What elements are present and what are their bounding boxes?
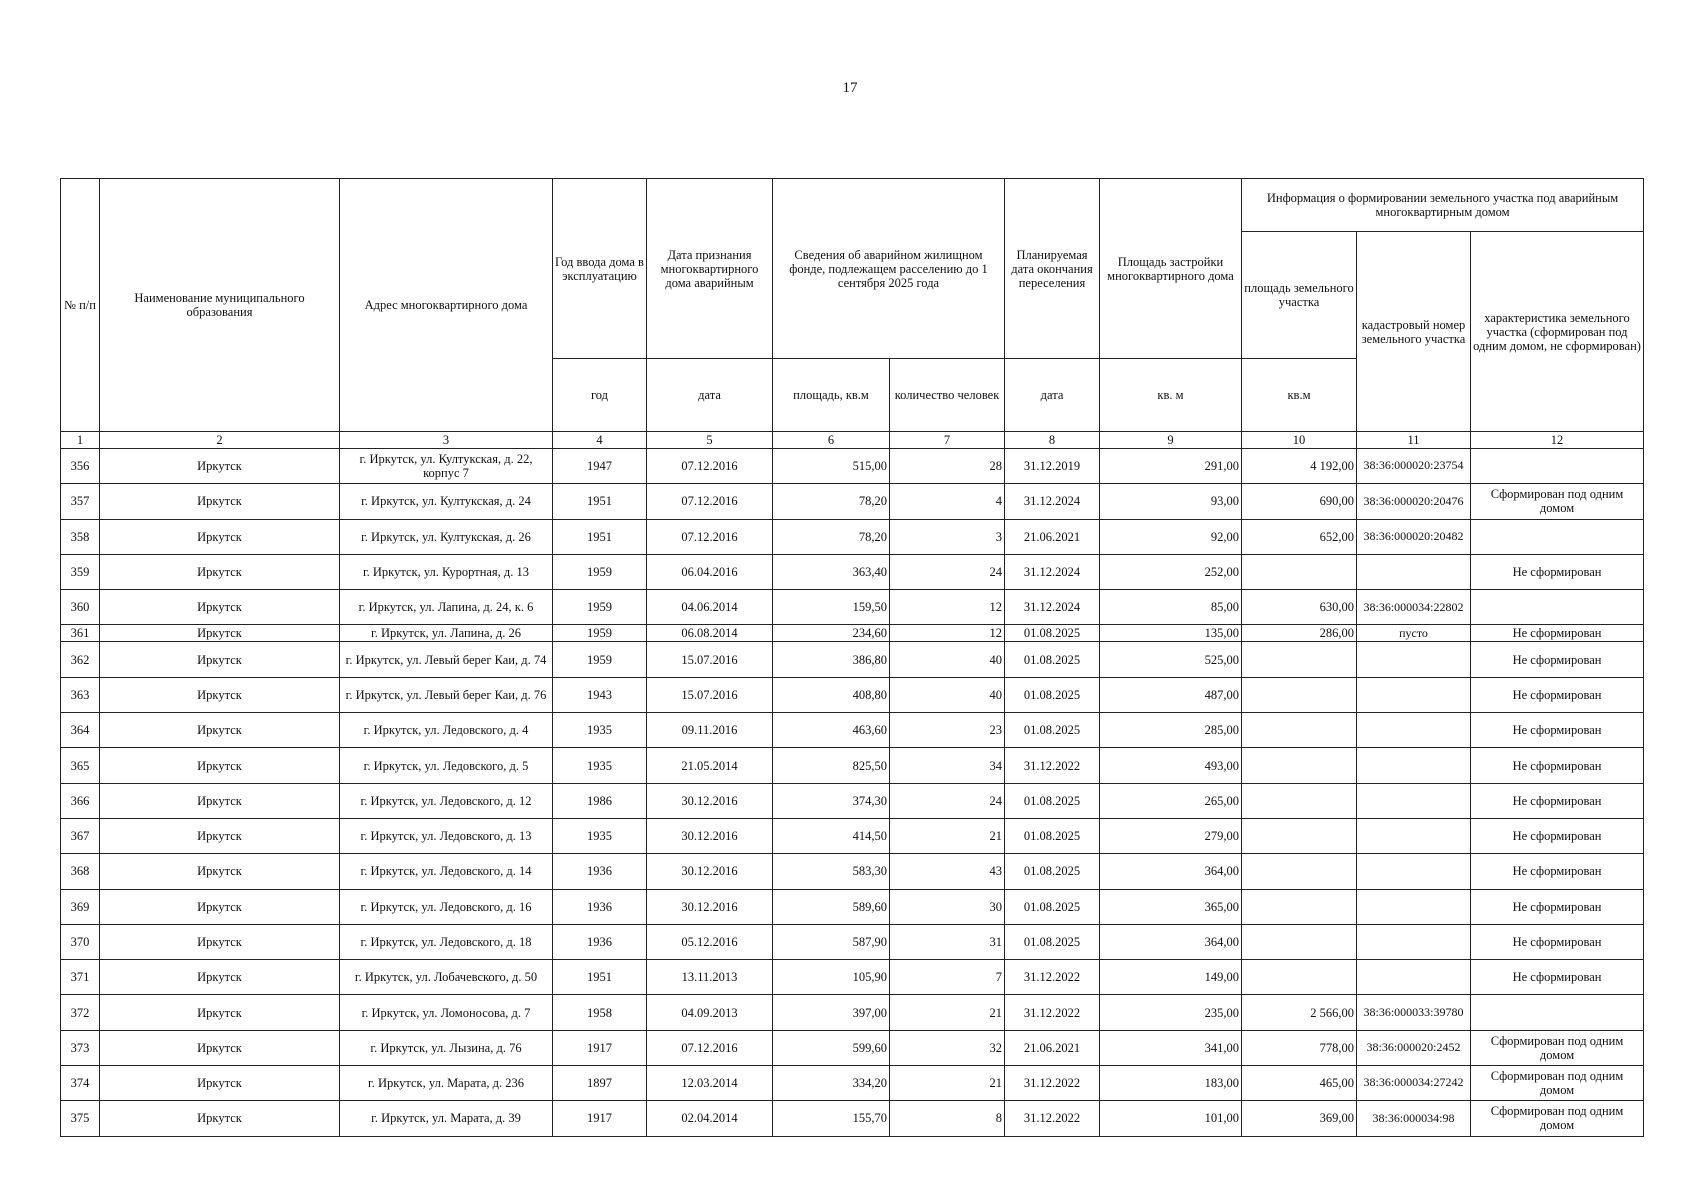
cell-land-area xyxy=(1242,748,1357,783)
cell-end-date: 01.08.2025 xyxy=(1005,854,1100,889)
cell-emergency-date: 07.12.2016 xyxy=(647,1030,773,1065)
cell-commission-year: 1917 xyxy=(553,1101,647,1136)
cell-people: 30 xyxy=(890,889,1005,924)
cell-area: 463,60 xyxy=(773,713,890,748)
cell-commission-year: 1935 xyxy=(553,713,647,748)
cell-municipality: Иркутск xyxy=(100,677,340,712)
cell-emergency-date: 13.11.2013 xyxy=(647,960,773,995)
table-row xyxy=(61,713,1644,748)
cell-land-area: 630,00 xyxy=(1242,590,1357,625)
table-row xyxy=(61,554,1644,589)
table-row xyxy=(61,960,1644,995)
cell-people: 8 xyxy=(890,1101,1005,1136)
cell-address: г. Иркутск, ул. Лапина, д. 26 xyxy=(340,625,553,642)
cell-land-status: Не сформирован xyxy=(1471,924,1644,959)
cell-land-area: 2 566,00 xyxy=(1242,995,1357,1030)
cell-commission-year: 1897 xyxy=(553,1066,647,1101)
cell-area: 155,70 xyxy=(773,1101,890,1136)
cell-cadastral-number: 38:36:000020:20482 xyxy=(1357,519,1471,554)
cell-end-date: 31.12.2022 xyxy=(1005,1066,1100,1101)
cell-land-area xyxy=(1242,818,1357,853)
cell-row-number: 367 xyxy=(61,818,100,853)
cell-municipality: Иркутск xyxy=(100,642,340,677)
cell-cadastral-number xyxy=(1357,854,1471,889)
unit-year: год xyxy=(553,359,647,432)
header-land-plot-group: Информация о формировании земельного участка под аварийным многоквартирным домом xyxy=(1242,179,1644,232)
cell-emergency-date: 04.06.2014 xyxy=(647,590,773,625)
cell-area: 374,30 xyxy=(773,783,890,818)
cell-row-number: 366 xyxy=(61,783,100,818)
cell-address: г. Иркутск, ул. Ломоносова, д. 7 xyxy=(340,995,553,1030)
cell-land-area xyxy=(1242,960,1357,995)
table-row xyxy=(61,1030,1644,1065)
cell-build-area: 365,00 xyxy=(1100,889,1242,924)
cell-end-date: 31.12.2022 xyxy=(1005,960,1100,995)
cell-end-date: 31.12.2022 xyxy=(1005,1101,1100,1136)
cell-address: г. Иркутск, ул. Култукская, д. 22, корпус 7 xyxy=(340,449,553,484)
cell-emergency-date: 06.04.2016 xyxy=(647,554,773,589)
table-row xyxy=(61,924,1644,959)
cell-address: г. Иркутск, ул. Лапина, д. 24, к. 6 xyxy=(340,590,553,625)
cell-build-area: 183,00 xyxy=(1100,1066,1242,1101)
cell-land-status: Не сформирован xyxy=(1471,748,1644,783)
cell-area: 386,80 xyxy=(773,642,890,677)
cell-emergency-date: 05.12.2016 xyxy=(647,924,773,959)
cell-cadastral-number xyxy=(1357,713,1471,748)
cell-municipality: Иркутск xyxy=(100,960,340,995)
cell-address: г. Иркутск, ул. Ледовского, д. 12 xyxy=(340,783,553,818)
table-row xyxy=(61,449,1644,484)
header-resettlement-info: Сведения об аварийном жилищном фонде, подлежащем расселению до 1 сентября 2025 года xyxy=(773,179,1005,359)
cell-address: г. Иркутск, ул. Ледовского, д. 18 xyxy=(340,924,553,959)
header-commission-year: Год ввода дома в эксплуатацию xyxy=(553,179,647,359)
cell-end-date: 01.08.2025 xyxy=(1005,713,1100,748)
cell-build-area: 135,00 xyxy=(1100,625,1242,642)
cell-area: 397,00 xyxy=(773,995,890,1030)
page-number: 17 xyxy=(842,80,858,96)
cell-cadastral-number xyxy=(1357,818,1471,853)
cell-address: г. Иркутск, ул. Марата, д. 236 xyxy=(340,1066,553,1101)
cell-end-date: 01.08.2025 xyxy=(1005,783,1100,818)
cell-area: 587,90 xyxy=(773,924,890,959)
cell-commission-year: 1951 xyxy=(553,519,647,554)
cell-land-area xyxy=(1242,889,1357,924)
header-cadastral-number: кадастровый номер земельного участка xyxy=(1357,232,1471,432)
header-row-number: № п/п xyxy=(61,179,100,432)
header-planned-end-date: Планируемая дата окончания переселения xyxy=(1005,179,1100,359)
cell-address: г. Иркутск, ул. Левый берег Каи, д. 76 xyxy=(340,677,553,712)
cell-row-number: 363 xyxy=(61,677,100,712)
cell-row-number: 357 xyxy=(61,484,100,519)
cell-emergency-date: 15.07.2016 xyxy=(647,677,773,712)
cell-land-status: Не сформирован xyxy=(1471,713,1644,748)
column-index: 3 xyxy=(340,432,553,449)
cell-municipality: Иркутск xyxy=(100,484,340,519)
cell-address: г. Иркутск, ул. Култукская, д. 24 xyxy=(340,484,553,519)
cell-municipality: Иркутск xyxy=(100,924,340,959)
cell-emergency-date: 21.05.2014 xyxy=(647,748,773,783)
cell-end-date: 01.08.2025 xyxy=(1005,924,1100,959)
cell-area: 583,30 xyxy=(773,854,890,889)
cell-land-status: Не сформирован xyxy=(1471,554,1644,589)
cell-cadastral-number: 38:36:000020:2452 xyxy=(1357,1030,1471,1065)
cell-cadastral-number xyxy=(1357,748,1471,783)
table-row xyxy=(61,519,1644,554)
cell-row-number: 356 xyxy=(61,449,100,484)
cell-commission-year: 1947 xyxy=(553,449,647,484)
cell-people: 4 xyxy=(890,484,1005,519)
cell-people: 3 xyxy=(890,519,1005,554)
cell-end-date: 01.08.2025 xyxy=(1005,889,1100,924)
cell-area: 589,60 xyxy=(773,889,890,924)
cell-land-area: 286,00 xyxy=(1242,625,1357,642)
cell-commission-year: 1917 xyxy=(553,1030,647,1065)
cell-cadastral-number xyxy=(1357,783,1471,818)
cell-land-status: Не сформирован xyxy=(1471,889,1644,924)
column-index: 2 xyxy=(100,432,340,449)
cell-address: г. Иркутск, ул. Марата, д. 39 xyxy=(340,1101,553,1136)
cell-build-area: 364,00 xyxy=(1100,924,1242,959)
cell-area: 825,50 xyxy=(773,748,890,783)
cell-people: 43 xyxy=(890,854,1005,889)
cell-commission-year: 1935 xyxy=(553,748,647,783)
cell-build-area: 341,00 xyxy=(1100,1030,1242,1065)
cell-municipality: Иркутск xyxy=(100,713,340,748)
cell-build-area: 235,00 xyxy=(1100,995,1242,1030)
cell-row-number: 373 xyxy=(61,1030,100,1065)
unit-date: дата xyxy=(647,359,773,432)
table-row xyxy=(61,484,1644,519)
cell-area: 334,20 xyxy=(773,1066,890,1101)
cell-end-date: 31.12.2024 xyxy=(1005,590,1100,625)
cell-municipality: Иркутск xyxy=(100,818,340,853)
cell-municipality: Иркутск xyxy=(100,748,340,783)
table-row xyxy=(61,1066,1644,1101)
cell-area: 414,50 xyxy=(773,818,890,853)
cell-people: 12 xyxy=(890,590,1005,625)
table-row xyxy=(61,854,1644,889)
cell-people: 21 xyxy=(890,1066,1005,1101)
cell-row-number: 362 xyxy=(61,642,100,677)
cell-people: 21 xyxy=(890,818,1005,853)
cell-end-date: 31.12.2022 xyxy=(1005,748,1100,783)
cell-land-status: Не сформирован xyxy=(1471,677,1644,712)
table-row xyxy=(61,1101,1644,1136)
cell-land-status: Не сформирован xyxy=(1471,854,1644,889)
column-index: 1 xyxy=(61,432,100,449)
header-municipality: Наименование муниципального образования xyxy=(100,179,340,432)
cell-build-area: 487,00 xyxy=(1100,677,1242,712)
cell-land-area xyxy=(1242,854,1357,889)
cell-area: 78,20 xyxy=(773,519,890,554)
cell-commission-year: 1943 xyxy=(553,677,647,712)
cell-end-date: 31.12.2024 xyxy=(1005,554,1100,589)
cell-emergency-date: 06.08.2014 xyxy=(647,625,773,642)
cell-emergency-date: 12.03.2014 xyxy=(647,1066,773,1101)
cell-row-number: 374 xyxy=(61,1066,100,1101)
cell-commission-year: 1935 xyxy=(553,818,647,853)
table-row xyxy=(61,748,1644,783)
cell-land-status: Сформирован под одним домом xyxy=(1471,1066,1644,1101)
cell-cadastral-number: 38:36:000020:23754 xyxy=(1357,449,1471,484)
cell-cadastral-number: пусто xyxy=(1357,625,1471,642)
column-index: 6 xyxy=(773,432,890,449)
cell-commission-year: 1936 xyxy=(553,854,647,889)
cell-area: 234,60 xyxy=(773,625,890,642)
header-land-characteristic: характеристика земельного участка (сформирован под одним домом, не сформирован) xyxy=(1471,232,1644,432)
table-row xyxy=(61,642,1644,677)
cell-build-area: 149,00 xyxy=(1100,960,1242,995)
cell-emergency-date: 30.12.2016 xyxy=(647,889,773,924)
cell-build-area: 291,00 xyxy=(1100,449,1242,484)
cell-row-number: 375 xyxy=(61,1101,100,1136)
cell-address: г. Иркутск, ул. Ледовского, д. 13 xyxy=(340,818,553,853)
cell-emergency-date: 30.12.2016 xyxy=(647,818,773,853)
cell-people: 40 xyxy=(890,642,1005,677)
cell-commission-year: 1986 xyxy=(553,783,647,818)
table-row xyxy=(61,889,1644,924)
cell-municipality: Иркутск xyxy=(100,590,340,625)
cell-row-number: 358 xyxy=(61,519,100,554)
unit-end-date: дата xyxy=(1005,359,1100,432)
cell-build-area: 364,00 xyxy=(1100,854,1242,889)
cell-commission-year: 1958 xyxy=(553,995,647,1030)
column-index: 8 xyxy=(1005,432,1100,449)
cell-end-date: 21.06.2021 xyxy=(1005,1030,1100,1065)
cell-address: г. Иркутск, ул. Левый берег Каи, д. 74 xyxy=(340,642,553,677)
cell-municipality: Иркутск xyxy=(100,1030,340,1065)
cell-address: г. Иркутск, ул. Култукская, д. 26 xyxy=(340,519,553,554)
cell-land-area xyxy=(1242,713,1357,748)
cell-land-status xyxy=(1471,449,1644,484)
cell-emergency-date: 15.07.2016 xyxy=(647,642,773,677)
unit-land-area: кв.м xyxy=(1242,359,1357,432)
cell-municipality: Иркутск xyxy=(100,554,340,589)
cell-people: 32 xyxy=(890,1030,1005,1065)
unit-area: площадь, кв.м xyxy=(773,359,890,432)
cell-commission-year: 1959 xyxy=(553,590,647,625)
cell-land-status: Не сформирован xyxy=(1471,783,1644,818)
cell-land-area: 465,00 xyxy=(1242,1066,1357,1101)
column-index: 5 xyxy=(647,432,773,449)
cell-address: г. Иркутск, ул. Лобачевского, д. 50 xyxy=(340,960,553,995)
cell-area: 599,60 xyxy=(773,1030,890,1065)
cell-cadastral-number xyxy=(1357,554,1471,589)
cell-emergency-date: 30.12.2016 xyxy=(647,783,773,818)
cell-cadastral-number xyxy=(1357,677,1471,712)
cell-municipality: Иркутск xyxy=(100,1066,340,1101)
cell-address: г. Иркутск, ул. Ледовского, д. 14 xyxy=(340,854,553,889)
cell-row-number: 369 xyxy=(61,889,100,924)
cell-land-area xyxy=(1242,924,1357,959)
cell-municipality: Иркутск xyxy=(100,625,340,642)
cell-cadastral-number: 38:36:000020:20476 xyxy=(1357,484,1471,519)
cell-end-date: 01.08.2025 xyxy=(1005,818,1100,853)
cell-address: г. Иркутск, ул. Ледовского, д. 16 xyxy=(340,889,553,924)
cell-municipality: Иркутск xyxy=(100,889,340,924)
column-index: 12 xyxy=(1471,432,1644,449)
cell-land-area: 369,00 xyxy=(1242,1101,1357,1136)
cell-land-status: Сформирован под одним домом xyxy=(1471,1101,1644,1136)
cell-build-area: 101,00 xyxy=(1100,1101,1242,1136)
cell-land-status: Не сформирован xyxy=(1471,818,1644,853)
cell-area: 78,20 xyxy=(773,484,890,519)
cell-area: 363,40 xyxy=(773,554,890,589)
cell-row-number: 359 xyxy=(61,554,100,589)
column-index: 4 xyxy=(553,432,647,449)
cell-row-number: 368 xyxy=(61,854,100,889)
cell-commission-year: 1936 xyxy=(553,889,647,924)
table-row xyxy=(61,625,1644,642)
table-row xyxy=(61,783,1644,818)
table-row xyxy=(61,818,1644,853)
cell-people: 24 xyxy=(890,554,1005,589)
cell-emergency-date: 02.04.2014 xyxy=(647,1101,773,1136)
cell-emergency-date: 09.11.2016 xyxy=(647,713,773,748)
cell-people: 40 xyxy=(890,677,1005,712)
cell-row-number: 365 xyxy=(61,748,100,783)
cell-land-status: Сформирован под одним домом xyxy=(1471,484,1644,519)
cell-land-area xyxy=(1242,642,1357,677)
cell-commission-year: 1951 xyxy=(553,484,647,519)
cell-land-area: 652,00 xyxy=(1242,519,1357,554)
cell-build-area: 252,00 xyxy=(1100,554,1242,589)
cell-people: 7 xyxy=(890,960,1005,995)
cell-land-area: 690,00 xyxy=(1242,484,1357,519)
table-body xyxy=(61,449,1644,1137)
cell-cadastral-number xyxy=(1357,889,1471,924)
cell-commission-year: 1959 xyxy=(553,642,647,677)
cell-land-area xyxy=(1242,783,1357,818)
cell-commission-year: 1951 xyxy=(553,960,647,995)
cell-municipality: Иркутск xyxy=(100,449,340,484)
cell-commission-year: 1959 xyxy=(553,554,647,589)
cell-address: г. Иркутск, ул. Ледовского, д. 4 xyxy=(340,713,553,748)
cell-end-date: 31.12.2022 xyxy=(1005,995,1100,1030)
housing-registry-table xyxy=(60,178,1644,1137)
cell-land-area: 4 192,00 xyxy=(1242,449,1357,484)
cell-area: 515,00 xyxy=(773,449,890,484)
cell-row-number: 360 xyxy=(61,590,100,625)
column-index: 10 xyxy=(1242,432,1357,449)
cell-end-date: 01.08.2025 xyxy=(1005,625,1100,642)
cell-build-area: 525,00 xyxy=(1100,642,1242,677)
cell-end-date: 31.12.2019 xyxy=(1005,449,1100,484)
cell-emergency-date: 30.12.2016 xyxy=(647,854,773,889)
cell-people: 28 xyxy=(890,449,1005,484)
cell-area: 105,90 xyxy=(773,960,890,995)
cell-row-number: 364 xyxy=(61,713,100,748)
cell-cadastral-number: 38:36:000034:27242 xyxy=(1357,1066,1471,1101)
cell-emergency-date: 04.09.2013 xyxy=(647,995,773,1030)
cell-address: г. Иркутск, ул. Лызина, д. 76 xyxy=(340,1030,553,1065)
cell-municipality: Иркутск xyxy=(100,783,340,818)
column-index: 9 xyxy=(1100,432,1242,449)
cell-end-date: 31.12.2024 xyxy=(1005,484,1100,519)
cell-emergency-date: 07.12.2016 xyxy=(647,519,773,554)
cell-municipality: Иркутск xyxy=(100,1101,340,1136)
cell-land-status xyxy=(1471,519,1644,554)
cell-area: 159,50 xyxy=(773,590,890,625)
cell-commission-year: 1936 xyxy=(553,924,647,959)
cell-area: 408,80 xyxy=(773,677,890,712)
cell-row-number: 361 xyxy=(61,625,100,642)
cell-municipality: Иркутск xyxy=(100,854,340,889)
header-emergency-date: Дата признания многоквартирного дома аварийным xyxy=(647,179,773,359)
cell-end-date: 21.06.2021 xyxy=(1005,519,1100,554)
cell-commission-year: 1959 xyxy=(553,625,647,642)
cell-people: 21 xyxy=(890,995,1005,1030)
cell-land-area xyxy=(1242,677,1357,712)
cell-row-number: 372 xyxy=(61,995,100,1030)
cell-end-date: 01.08.2025 xyxy=(1005,642,1100,677)
table-row xyxy=(61,995,1644,1030)
cell-people: 31 xyxy=(890,924,1005,959)
cell-cadastral-number: 38:36:000034:98 xyxy=(1357,1101,1471,1136)
cell-land-status: Не сформирован xyxy=(1471,960,1644,995)
column-index: 7 xyxy=(890,432,1005,449)
cell-build-area: 279,00 xyxy=(1100,818,1242,853)
unit-build-area: кв. м xyxy=(1100,359,1242,432)
cell-land-status: Сформирован под одним домом xyxy=(1471,1030,1644,1065)
table-row xyxy=(61,590,1644,625)
cell-cadastral-number xyxy=(1357,960,1471,995)
cell-build-area: 493,00 xyxy=(1100,748,1242,783)
cell-build-area: 265,00 xyxy=(1100,783,1242,818)
header-address: Адрес многоквартирного дома xyxy=(340,179,553,432)
cell-municipality: Иркутск xyxy=(100,519,340,554)
cell-row-number: 370 xyxy=(61,924,100,959)
cell-land-status: Не сформирован xyxy=(1471,642,1644,677)
cell-people: 34 xyxy=(890,748,1005,783)
cell-end-date: 01.08.2025 xyxy=(1005,677,1100,712)
column-index: 11 xyxy=(1357,432,1471,449)
cell-emergency-date: 07.12.2016 xyxy=(647,449,773,484)
cell-emergency-date: 07.12.2016 xyxy=(647,484,773,519)
cell-people: 24 xyxy=(890,783,1005,818)
cell-cadastral-number: 38:36:000034:22802 xyxy=(1357,590,1471,625)
cell-build-area: 92,00 xyxy=(1100,519,1242,554)
cell-land-area xyxy=(1242,554,1357,589)
table-row xyxy=(61,677,1644,712)
cell-row-number: 371 xyxy=(61,960,100,995)
header-land-area: площадь земельного участка xyxy=(1242,232,1357,359)
cell-cadastral-number: 38:36:000033:39780 xyxy=(1357,995,1471,1030)
unit-people: количество человек xyxy=(890,359,1005,432)
cell-build-area: 93,00 xyxy=(1100,484,1242,519)
cell-people: 23 xyxy=(890,713,1005,748)
cell-municipality: Иркутск xyxy=(100,995,340,1030)
cell-people: 12 xyxy=(890,625,1005,642)
cell-land-status: Не сформирован xyxy=(1471,625,1644,642)
cell-land-area: 778,00 xyxy=(1242,1030,1357,1065)
cell-land-status xyxy=(1471,590,1644,625)
cell-address: г. Иркутск, ул. Курортная, д. 13 xyxy=(340,554,553,589)
cell-cadastral-number xyxy=(1357,642,1471,677)
header-build-area: Площадь застройки многоквартирного дома xyxy=(1100,179,1242,359)
cell-build-area: 85,00 xyxy=(1100,590,1242,625)
cell-build-area: 285,00 xyxy=(1100,713,1242,748)
cell-cadastral-number xyxy=(1357,924,1471,959)
cell-address: г. Иркутск, ул. Ледовского, д. 5 xyxy=(340,748,553,783)
cell-land-status xyxy=(1471,995,1644,1030)
table-header xyxy=(61,179,1644,449)
